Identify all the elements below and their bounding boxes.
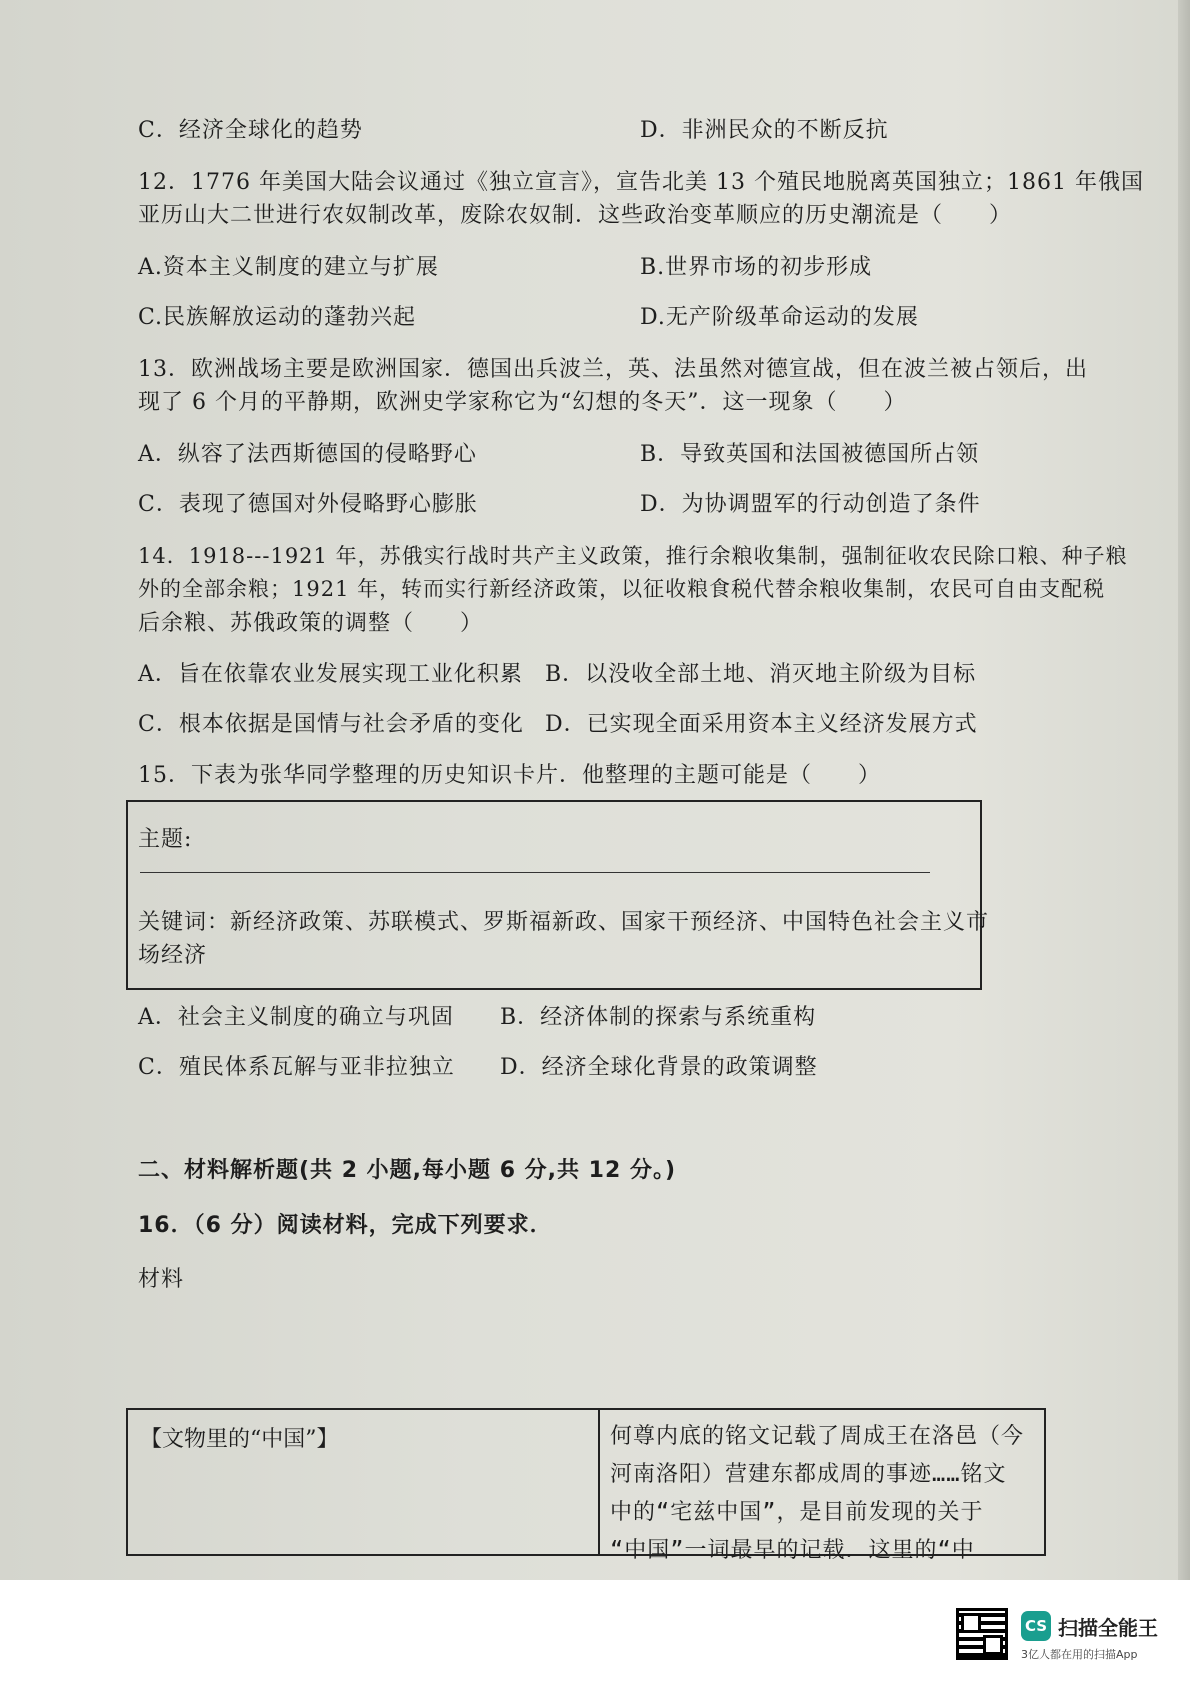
relic-text-cell <box>600 1410 1044 1563</box>
card-topic-blank <box>140 872 930 873</box>
q14-stem-line2: 外的全部余粮；1921 年，转而实行新经济政策，以征收粮食税代替余粮收集制，农民可自由支配税 <box>138 577 1106 601</box>
knowledge-card <box>126 800 982 990</box>
card-topic-label: 主题: <box>138 827 193 852</box>
section2-heading: 二、材料解析题(共 2 小题,每小题 6 分,共 12 分。) <box>138 1158 677 1183</box>
relic-text-line1: 何尊内底的铭文记载了周成王在洛邑（今 <box>610 1424 1025 1449</box>
q16-stem: 16．（6 分）阅读材料，完成下列要求． <box>138 1213 553 1238</box>
q15-option-b: B．经济体制的探索与系统重构 <box>500 1005 817 1030</box>
q14-option-a: A．旨在依靠农业发展实现工业化积累 <box>138 662 523 687</box>
relic-material-table <box>126 1408 1046 1563</box>
q14-option-c: C．根本依据是国情与社会矛盾的变化 <box>138 712 524 737</box>
relic-text-line4: “中国”一词最早的记载．这里的“中 <box>610 1538 975 1563</box>
qr-code-icon <box>956 1608 1008 1660</box>
q12-option-b: B.世界市场的初步形成 <box>640 255 873 280</box>
q12-stem-line2: 亚历山大二世进行农奴制改革，废除农奴制．这些政治变革顺应的历史潮流是（ ） <box>138 203 1013 228</box>
q12-stem-line1: 12．1776 年美国大陆会议通过《独立宣言》，宣告北美 13 个殖民地脱离英国独立；1861 年俄国 <box>138 170 1144 195</box>
q13-stem-line1: 13．欧洲战场主要是欧洲国家．德国出兵波兰，英、法虽然对德宣战，但在波兰被占领后，出 <box>138 357 1088 382</box>
q12-option-a: A.资本主义制度的建立与扩展 <box>138 255 439 280</box>
page-edge <box>1178 0 1190 1580</box>
q11-option-c: C．经济全球化的趋势 <box>138 118 363 143</box>
q13-option-d: D．为协调盟军的行动创造了条件 <box>640 492 981 517</box>
relic-title-cell <box>128 1410 600 1554</box>
q12-option-c: C.民族解放运动的蓬勃兴起 <box>138 305 417 330</box>
card-keywords-line1: 关键词：新经济政策、苏联模式、罗斯福新政、国家干预经济、中国特色社会主义市 <box>138 910 990 935</box>
q14-stem-line3: 后余粮、苏俄政策的调整（ ） <box>138 611 484 636</box>
q14-option-d: D．已实现全面采用资本主义经济发展方式 <box>545 712 978 737</box>
scanner-footer <box>0 1580 1190 1684</box>
q15-option-c: C．殖民体系瓦解与亚非拉独立 <box>138 1055 455 1080</box>
relic-text-line3: 中的“宅兹中国”，是目前发现的关于 <box>610 1500 984 1525</box>
relic-text-line2: 河南洛阳）营建东都成周的事迹……铭文 <box>610 1462 1007 1487</box>
q12-option-d: D.无产阶级革命运动的发展 <box>640 305 919 330</box>
q15-stem: 15．下表为张华同学整理的历史知识卡片．他整理的主题可能是（ ） <box>138 763 881 788</box>
q13-option-a: A．纵容了法西斯德国的侵略野心 <box>138 442 477 467</box>
q14-stem-line1: 14．1918---1921 年，苏俄实行战时共产主义政策，推行余粮收集制，强制征收农民除口粮、种子粮 <box>138 544 1128 568</box>
card-keywords-line2: 场经济 <box>138 943 208 968</box>
q14-option-b: B．以没收全部土地、消灭地主阶级为目标 <box>545 662 977 687</box>
q13-option-c: C．表现了德国对外侵略野心膨胀 <box>138 492 478 517</box>
q15-option-d: D．经济全球化背景的政策调整 <box>500 1055 818 1080</box>
app-name: 扫描全能王 <box>1058 1616 1158 1640</box>
q13-stem-line2: 现了 6 个月的平静期，欧洲史学家称它为“幻想的冬天”．这一现象（ ） <box>138 390 907 415</box>
material-label: 材料 <box>138 1267 185 1292</box>
camscanner-logo: CS <box>1021 1611 1051 1641</box>
relic-title: 【文物里的“中国”】 <box>140 1427 339 1452</box>
q15-option-a: A．社会主义制度的确立与巩固 <box>138 1005 454 1030</box>
q13-option-b: B．导致英国和法国被德国所占领 <box>640 442 980 467</box>
app-tagline: 3亿人都在用的扫描App <box>1021 1648 1138 1661</box>
q11-option-d: D．非洲民众的不断反抗 <box>640 118 889 143</box>
